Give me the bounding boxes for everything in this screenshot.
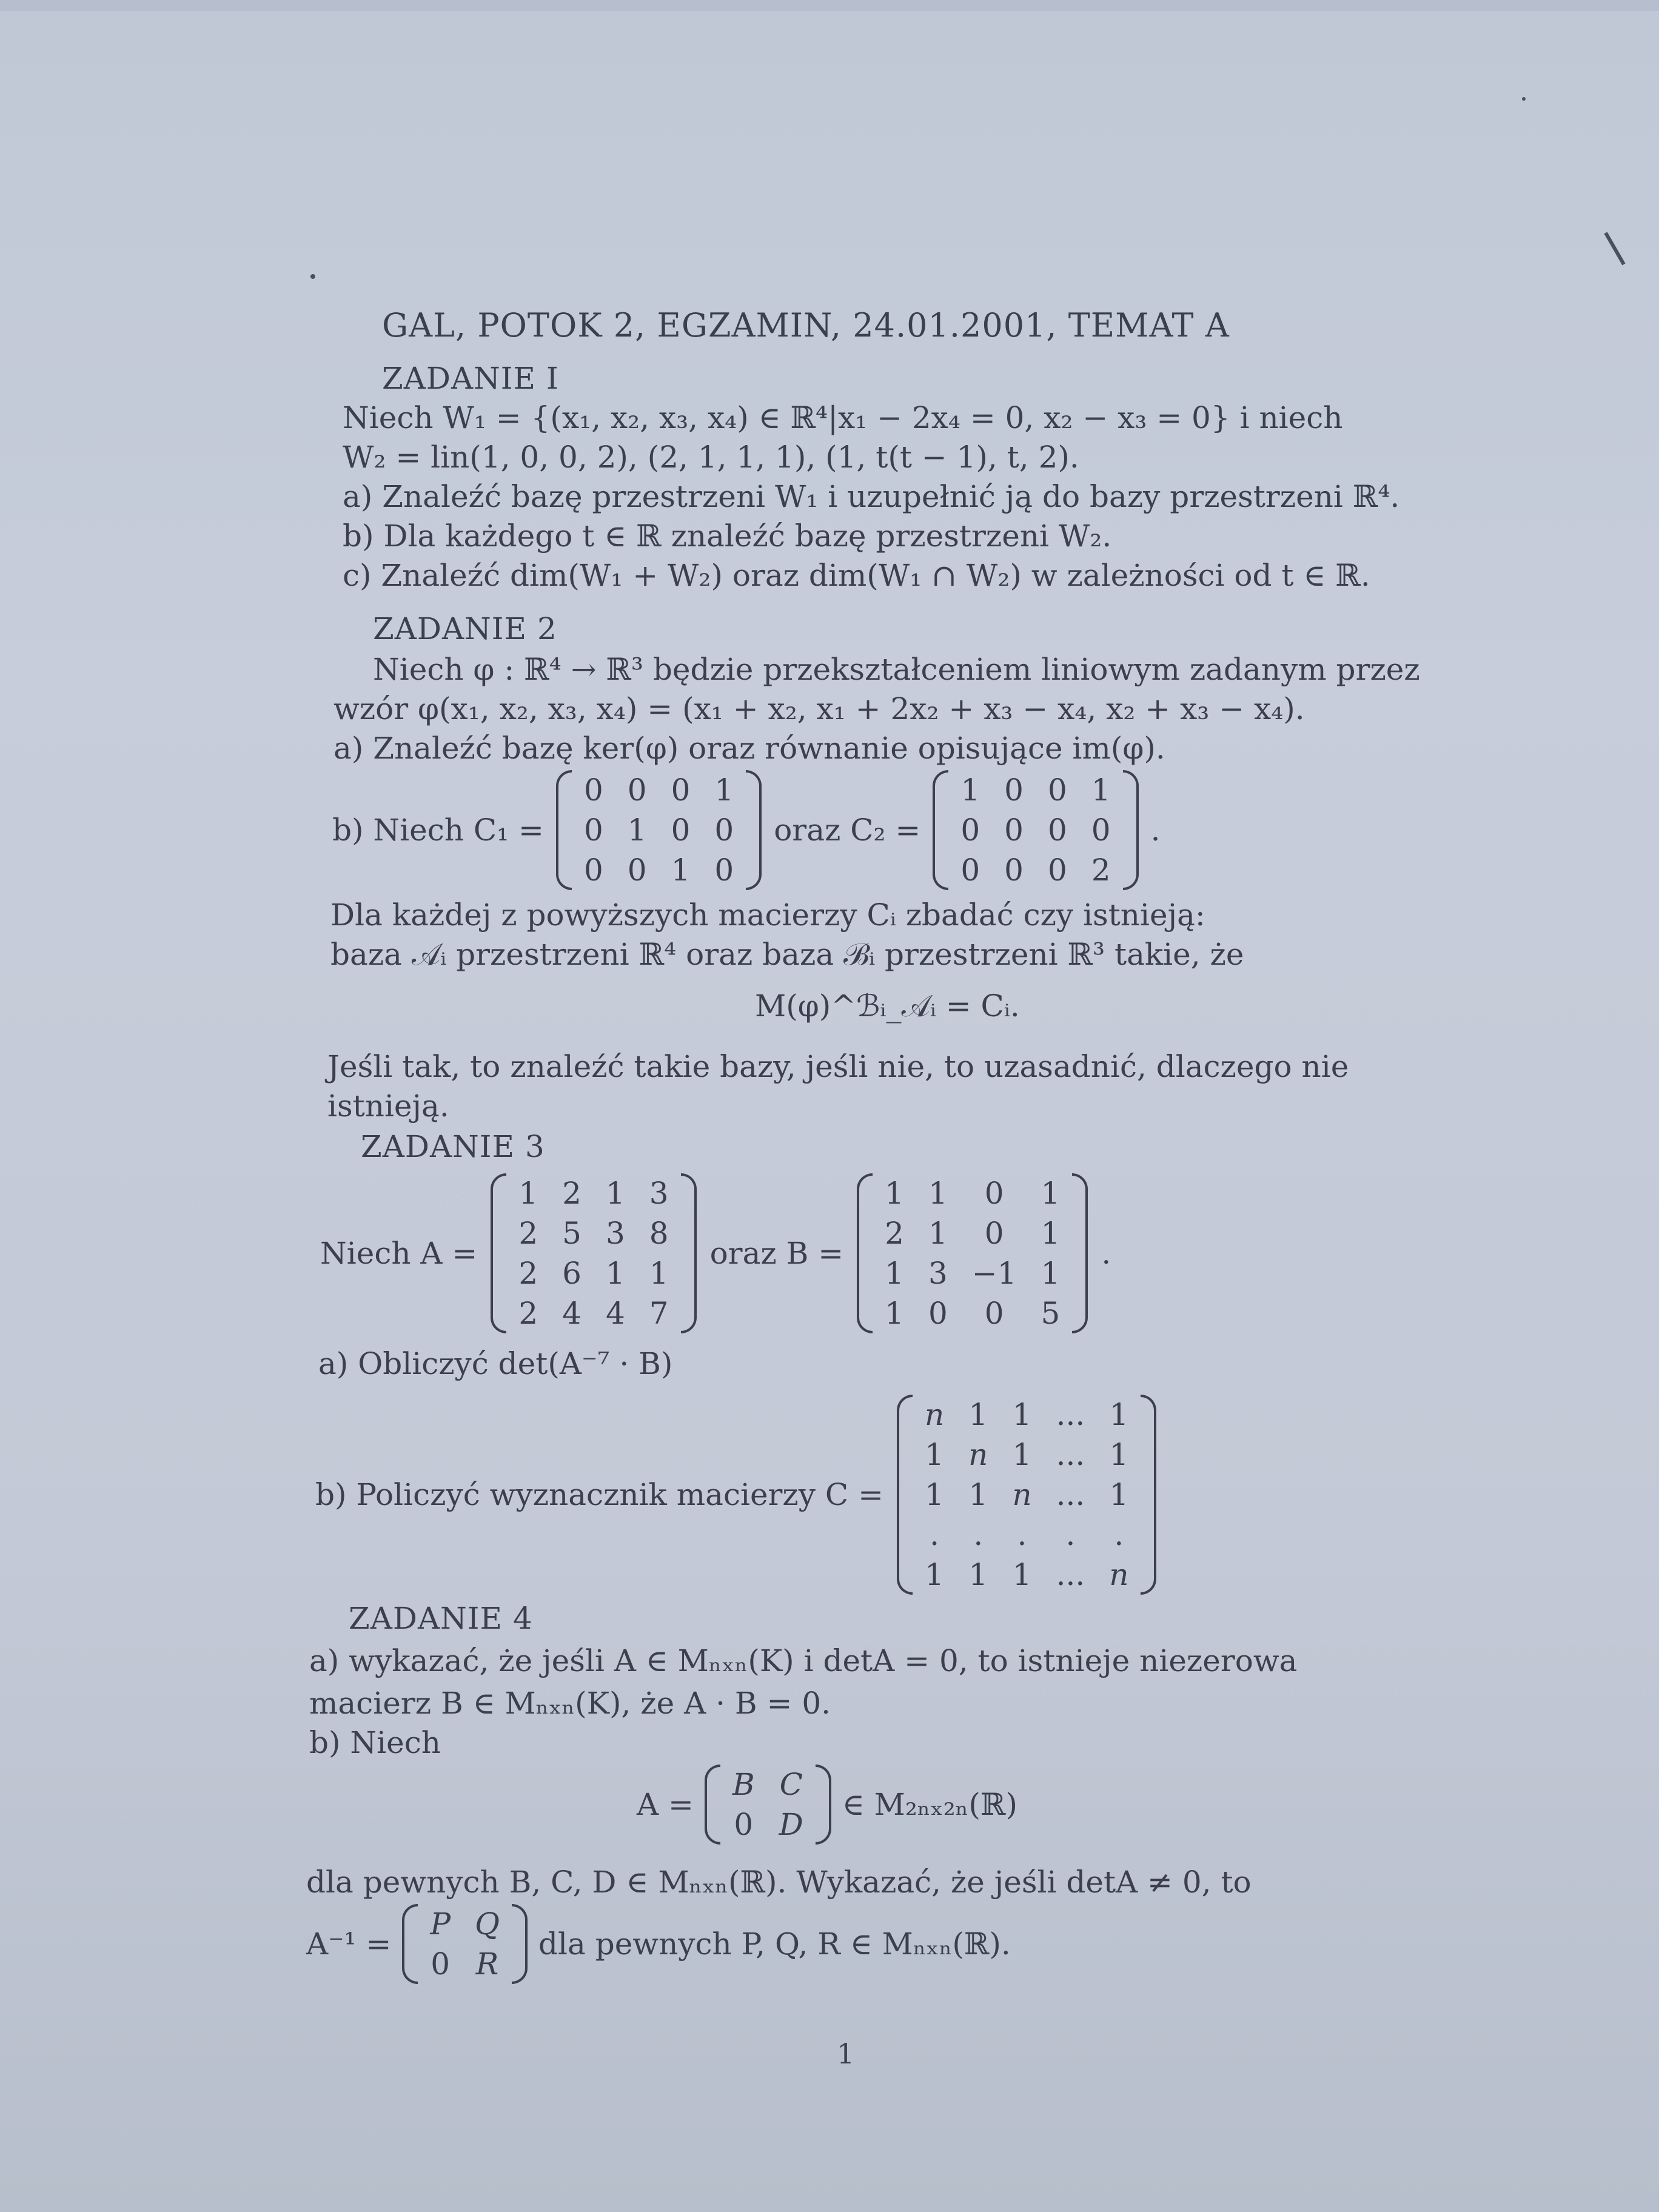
matrix-cell: . xyxy=(973,1517,984,1552)
z2-line1: Niech φ : ℝ⁴ → ℝ³ będzie przekształceniem liniowym zadanym przez xyxy=(373,652,1420,687)
matrix-row xyxy=(506,1293,680,1333)
z4-b: b) Niech xyxy=(309,1725,441,1760)
matrix-cell: P xyxy=(430,1906,451,1942)
z3-a: a) Obliczyć det(A⁻⁷ · B) xyxy=(318,1346,673,1381)
matrix-cell: ... xyxy=(1056,1397,1085,1432)
matrix-cell: ... xyxy=(1056,1437,1085,1472)
z3-b-prefix: b) Policzyć wyznacznik macierzy C = xyxy=(315,1477,883,1512)
matrix-cell: 0 xyxy=(583,813,603,848)
matrix-cell: 1 xyxy=(1091,773,1111,808)
matrix-cell: 0 xyxy=(984,1176,1004,1211)
matrix-cell: 6 xyxy=(562,1256,581,1291)
exam-header: GAL, POTOK 2, EGZAMIN, 24.01.2001, TEMAT A xyxy=(382,306,1230,344)
matrix-row xyxy=(506,1173,680,1213)
matrix-cell: 0 xyxy=(960,813,980,848)
matrix-row xyxy=(873,1293,1072,1333)
z3-mid: oraz B = xyxy=(709,1236,844,1271)
z2-b-suffix: . xyxy=(1150,813,1161,848)
matrix-cell: 1 xyxy=(885,1176,904,1211)
matrix-cell: 5 xyxy=(562,1216,581,1251)
matrix-cell: 0 xyxy=(1047,853,1067,888)
z4-a1: a) wykazać, że jeśli A ∈ Mₙₓₙ(K) i detA = 0, to istnieje niezerowa xyxy=(309,1643,1298,1678)
matrix-row xyxy=(873,1173,1072,1213)
z2-line6: istnieją. xyxy=(327,1088,449,1124)
matrix-cell: 4 xyxy=(562,1296,581,1331)
matrix-row xyxy=(913,1475,1141,1515)
matrix-cell: 0 xyxy=(984,1296,1004,1331)
z1-c: c) Znaleźć dim(W₁ + W₂) oraz dim(W₁ ∩ W₂) w zależności od t ∈ ℝ. xyxy=(343,558,1370,593)
matrix-row xyxy=(913,1395,1141,1435)
matrix-cell: 0 xyxy=(627,853,647,888)
matrix-row xyxy=(948,770,1122,810)
matrix-cell: 2 xyxy=(518,1216,538,1251)
matrix-cell: 1 xyxy=(968,1397,988,1432)
matrix-cell: 1 xyxy=(1109,1437,1129,1472)
matrix-cell: B xyxy=(732,1767,755,1802)
matrix-cell: 4 xyxy=(605,1296,625,1331)
matrix-cell: n xyxy=(968,1437,988,1472)
matrix-cell: 1 xyxy=(1109,1477,1129,1512)
paper-dot xyxy=(1522,97,1526,101)
matrix-cell: 1 xyxy=(925,1557,944,1592)
matrix-cell: ... xyxy=(1056,1557,1085,1592)
matrix-row xyxy=(873,1213,1072,1253)
matrix-cell: 1 xyxy=(1041,1176,1061,1211)
z2-title: ZADANIE 2 xyxy=(373,611,557,646)
matrix-cell: 1 xyxy=(1109,1397,1129,1432)
matrix-cell: 0 xyxy=(627,773,647,808)
matrix-cell: 0 xyxy=(1047,773,1067,808)
z2-line2: wzór φ(x₁, x₂, x₃, x₄) = (x₁ + x₂, x₁ + 2x₂ + x₃ − x₄, x₂ + x₃ − x₄). xyxy=(333,691,1305,726)
matrix-cell: 1 xyxy=(1041,1256,1061,1291)
z4-title: ZADANIE 4 xyxy=(349,1601,533,1636)
z3-title: ZADANIE 3 xyxy=(361,1129,545,1164)
matrix-cell: 1 xyxy=(928,1176,948,1211)
z3-b-row xyxy=(315,1395,1170,1595)
matrix-cell: 7 xyxy=(649,1296,669,1331)
matrix-cell: . xyxy=(1065,1517,1076,1552)
matrix-cell: 3 xyxy=(605,1216,625,1251)
matrix-row xyxy=(418,1944,512,1984)
matrix-cell: ... xyxy=(1056,1477,1085,1512)
z2-formula: M(φ)^ℬᵢ_𝒜ᵢ = Cᵢ. xyxy=(755,988,1020,1024)
matrix-cell: 1 xyxy=(605,1256,625,1291)
z1-b: b) Dla każdego t ∈ ℝ znaleźć bazę przestrzeni W₂. xyxy=(343,518,1112,554)
matrix-cell: 3 xyxy=(928,1256,948,1291)
z1-line2: W₂ = lin(1, 0, 0, 2), (2, 1, 1, 1), (1, t(t − 1), t, 2). xyxy=(343,440,1079,475)
paper-dot xyxy=(310,274,315,279)
z2-a: a) Znaleźć bazę ker(φ) oraz równanie opisujące im(φ). xyxy=(333,731,1165,766)
matrix-cell: 0 xyxy=(1047,813,1067,848)
page-number: 1 xyxy=(837,2037,855,2070)
matrix-cell: Q xyxy=(475,1906,500,1942)
z2-line3: Dla każdej z powyższych macierzy Cᵢ zbadać czy istnieją: xyxy=(330,897,1205,933)
matrix-cell: 3 xyxy=(649,1176,669,1211)
matrix-cell: 1 xyxy=(627,813,647,848)
z4-inverse-row xyxy=(306,1904,1011,1984)
matrix-cell: 0 xyxy=(1091,813,1111,848)
block-matrix-inverse xyxy=(402,1904,528,1984)
matrix-cell: 0 xyxy=(1004,813,1024,848)
z4-inv-prefix: A⁻¹ = xyxy=(306,1926,392,1962)
matrix-cell: 0 xyxy=(1004,853,1024,888)
matrix-row xyxy=(948,810,1122,850)
matrix-cell: −1 xyxy=(971,1256,1017,1291)
matrix-cell: 8 xyxy=(649,1216,669,1251)
matrix-cell: n xyxy=(924,1397,945,1432)
matrix-row xyxy=(506,1253,680,1293)
matrix-cell: 0 xyxy=(714,813,734,848)
matrix-row xyxy=(418,1904,512,1944)
matrix-cell: 1 xyxy=(1041,1216,1061,1251)
z3-prefix: Niech A = xyxy=(320,1236,478,1271)
matrix-row xyxy=(948,850,1122,890)
matrix-cell: n xyxy=(1109,1557,1129,1592)
matrix-cell: 0 xyxy=(583,773,603,808)
matrix-cell: 1 xyxy=(649,1256,669,1291)
z4-block-row xyxy=(637,1765,1017,1845)
matrix-cell: n xyxy=(1012,1477,1032,1512)
z3-matrices-row xyxy=(320,1173,1111,1333)
matrix-cell: 0 xyxy=(714,853,734,888)
matrix-cell: 1 xyxy=(885,1296,904,1331)
z2-line5: Jeśli tak, to znaleźć takie bazy, jeśli nie, to uzasadnić, dlaczego nie xyxy=(327,1049,1349,1084)
matrix-cell: R xyxy=(475,1946,499,1982)
matrix-cell: 1 xyxy=(925,1437,944,1472)
matrix-cell: 1 xyxy=(1012,1437,1032,1472)
matrix-row xyxy=(720,1805,816,1845)
z1-line1: Niech W₁ = {(x₁, x₂, x₃, x₄) ∈ ℝ⁴|x₁ − 2x₄ = 0, x₂ − x₃ = 0} i niech xyxy=(343,400,1343,435)
matrix-cell: 2 xyxy=(1091,853,1111,888)
matrix-cell: D xyxy=(779,1807,803,1842)
z2-line4: baza 𝒜ᵢ przestrzeni ℝ⁴ oraz baza ℬᵢ przestrzeni ℝ³ takie, że xyxy=(330,937,1244,972)
matrix-cell: 1 xyxy=(1012,1557,1032,1592)
matrix-cell: 1 xyxy=(968,1557,988,1592)
z4-a2: macierz B ∈ Mₙₓₙ(K), że A · B = 0. xyxy=(309,1686,831,1721)
matrix-cell: 0 xyxy=(984,1216,1004,1251)
z1-a: a) Znaleźć bazę przestrzeni W₁ i uzupełnić ją do bazy przestrzeni ℝ⁴. xyxy=(343,479,1400,514)
matrix-cell: . xyxy=(1017,1517,1027,1552)
matrix-cell: 2 xyxy=(518,1296,538,1331)
matrix-cell: 2 xyxy=(518,1256,538,1291)
matrix-cell: C xyxy=(779,1767,803,1802)
matrix-b xyxy=(857,1173,1088,1333)
matrix-cell: 1 xyxy=(928,1216,948,1251)
z2-b-row xyxy=(332,770,1160,890)
matrix-row xyxy=(913,1555,1141,1595)
matrix-cell: 2 xyxy=(885,1216,904,1251)
z1-title: ZADANIE I xyxy=(382,361,559,396)
matrix-row xyxy=(720,1765,816,1805)
matrix-row xyxy=(873,1253,1072,1293)
matrix-cell: 1 xyxy=(671,853,691,888)
matrix-cell: 2 xyxy=(562,1176,581,1211)
matrix-cell: 1 xyxy=(518,1176,538,1211)
matrix-cell: 0 xyxy=(960,853,980,888)
matrix-c xyxy=(897,1395,1157,1595)
matrix-cell: . xyxy=(1114,1517,1124,1552)
matrix-cell: 0 xyxy=(928,1296,948,1331)
matrix-cell: 1 xyxy=(968,1477,988,1512)
matrix-cell: 1 xyxy=(605,1176,625,1211)
matrix-cell: 1 xyxy=(714,773,734,808)
matrix-row xyxy=(572,850,746,890)
matrix-row xyxy=(506,1213,680,1253)
z2-b-mid: oraz C₂ = xyxy=(774,813,921,848)
z4-a-prefix: A = xyxy=(637,1787,694,1822)
matrix-cell: 0 xyxy=(671,773,691,808)
matrix-cell: 1 xyxy=(960,773,980,808)
matrix-cell: 0 xyxy=(431,1946,451,1982)
matrix-cell: 1 xyxy=(1012,1397,1032,1432)
z3-suffix: . xyxy=(1101,1236,1111,1271)
z2-b-prefix: b) Niech C₁ = xyxy=(332,813,544,848)
matrix-a xyxy=(491,1173,696,1333)
matrix-cell: 5 xyxy=(1041,1296,1061,1331)
matrix-cell: . xyxy=(930,1517,940,1552)
matrix-cell: 0 xyxy=(583,853,603,888)
matrix-row xyxy=(572,810,746,850)
block-matrix-a xyxy=(705,1765,831,1845)
matrix-c1 xyxy=(556,770,762,890)
matrix-row xyxy=(572,770,746,810)
matrix-cell: 1 xyxy=(885,1256,904,1291)
z4-line3: dla pewnych B, C, D ∈ Mₙₓₙ(ℝ). Wykazać, że jeśli detA ≠ 0, to xyxy=(306,1865,1252,1900)
z4-a-suffix: ∈ M₂ₙₓ₂ₙ(ℝ) xyxy=(842,1787,1017,1822)
matrix-cell: 0 xyxy=(1004,773,1024,808)
matrix-cell: 1 xyxy=(925,1477,944,1512)
matrix-cell: 0 xyxy=(671,813,691,848)
matrix-c2 xyxy=(933,770,1138,890)
z4-inv-suffix: dla pewnych P, Q, R ∈ Mₙₓₙ(ℝ). xyxy=(538,1926,1011,1962)
matrix-row xyxy=(913,1435,1141,1475)
matrix-row xyxy=(913,1515,1141,1555)
matrix-cell: 0 xyxy=(734,1807,754,1842)
